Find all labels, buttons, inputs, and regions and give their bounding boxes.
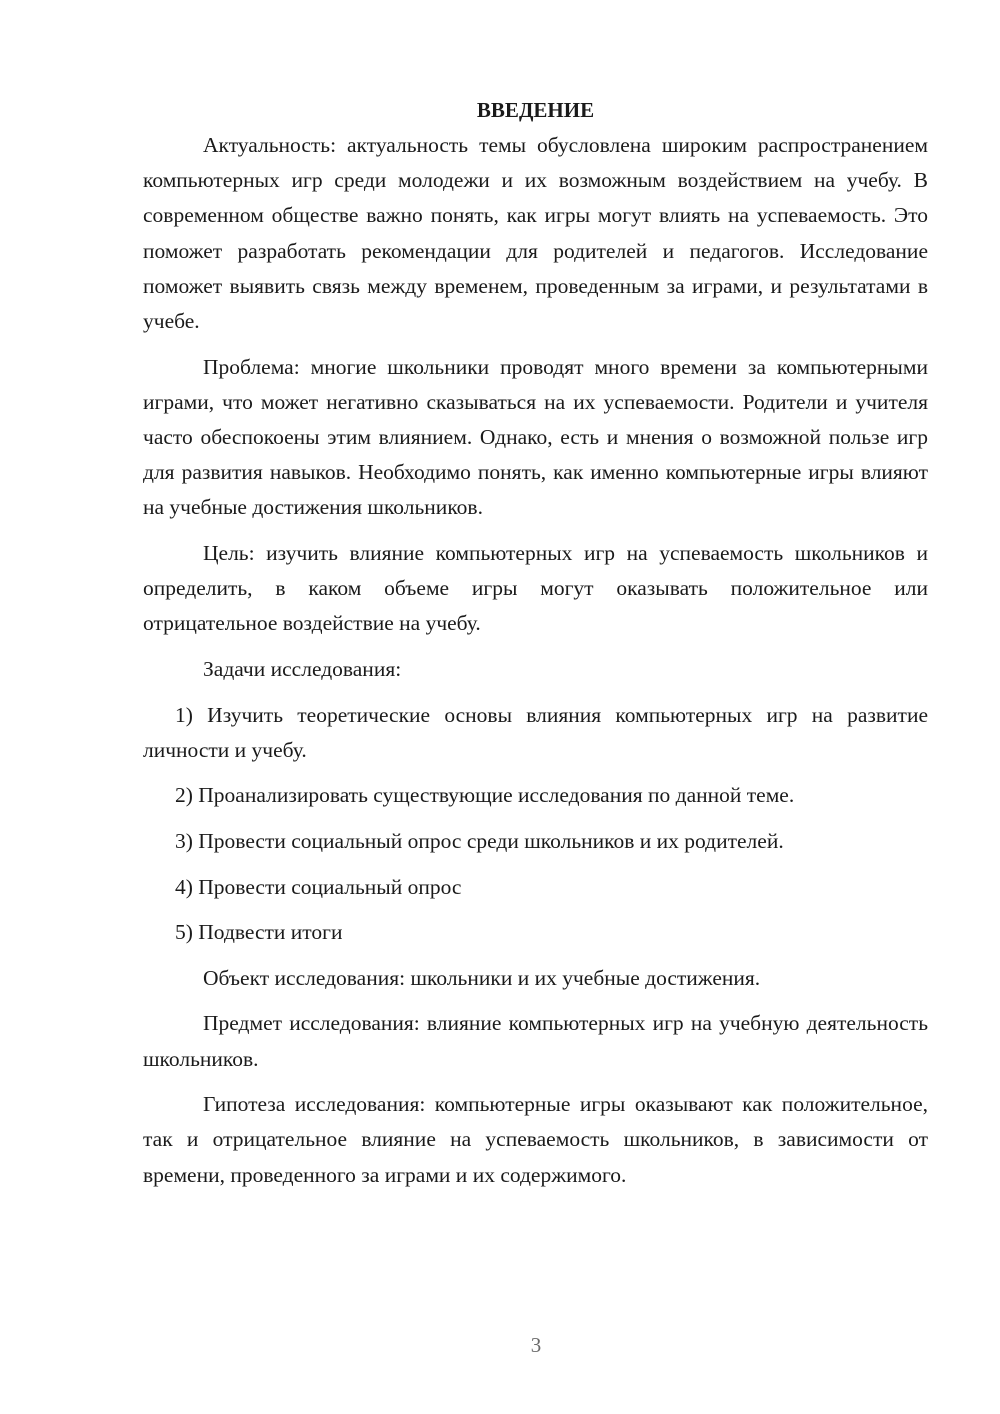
paragraph-relevance: Актуальность: актуальность темы обусловлена широким распространением компьютерных игр среди молодежи и их возможным воздействием на учебу. В современном обществе важно понять, как игры могут влиять на успеваемость. Это поможет разработать рекомендации для родителей и педагогов. Исследование поможет выявить связь между временем, проведенным за играми, и результатами в учебе. xyxy=(143,133,928,334)
tasks-heading: Задачи исследования: xyxy=(203,657,402,682)
document-page xyxy=(143,93,928,1193)
task-item-4: 4) Провести социальный опрос xyxy=(175,874,462,899)
paragraph-subject: Предмет исследования: влияние компьютерных игр на учебную деятельность школьников. xyxy=(143,1011,928,1071)
paragraph-goal: Цель: изучить влияние компьютерных игр на успеваемость школьников и определить, в каком объеме игры могут оказывать положительное или отрицательное воздействие на учебу. xyxy=(143,541,928,636)
title-wrap xyxy=(143,93,928,128)
task-item-3: 3) Провести социальный опрос среди школьников и их родителей. xyxy=(175,829,784,853)
task-item-1: 1) Изучить теоретические основы влияния компьютерных игр на развитие личности и учебу. xyxy=(143,702,928,762)
page-title: ВВЕДЕНИЕ xyxy=(476,98,595,122)
paragraph-problem: Проблема: многие школьники проводят много времени за компьютерными играми, что может негативно сказываться на их успеваемости. Родители и учителя часто обеспокоены этим влиянием. Однако, есть и мнения о возможной пользе игр для развития навыков. Необходимо понять, как именно компьютерные игры влияют на учебные достижения школьников. xyxy=(143,354,928,520)
page-number: 3 xyxy=(530,1333,542,1357)
paragraph-object: Объект исследования: школьники и их учебные достижения. xyxy=(203,965,761,990)
paragraph-hypothesis: Гипотеза исследования: компьютерные игры оказывают как положительное, так и отрицательное влияние на успеваемость школьников, в зависимости от времени, проведенного за играми и их содержимого. xyxy=(143,1092,928,1187)
task-item-2: 2) Проанализировать существующие исследования по данной теме. xyxy=(175,783,795,808)
task-item-5: 5) Подвести итоги xyxy=(175,920,343,945)
